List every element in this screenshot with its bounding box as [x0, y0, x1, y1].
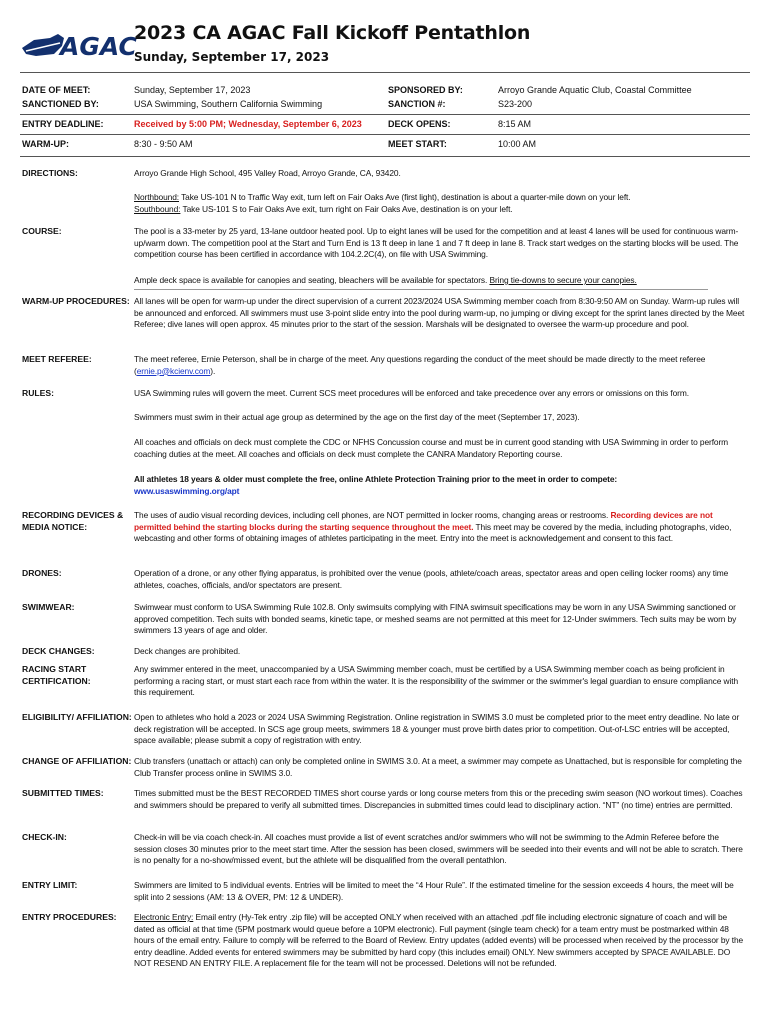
racing-start-label: RACING START CERTIFICATION:: [22, 664, 91, 686]
southbound-label: Southbound:: [134, 203, 181, 214]
directions-label: DIRECTIONS:: [22, 168, 78, 178]
directions-routes: [134, 192, 748, 215]
warmup-value: 8:30 - 9:50 AM: [134, 139, 193, 149]
course-canopies-text: Ample deck space is available for canopies and seating, bleachers will be available for spectators.: [134, 275, 490, 285]
logo-text: AGAC: [60, 32, 137, 61]
course-label: COURSE:: [22, 226, 62, 236]
deck-opens-label: DECK OPENS:: [388, 119, 451, 129]
agac-logo: [20, 24, 137, 64]
rules-text-1: USA Swimming rules will govern the meet. Current SCS meet procedures will be enforced and take precedence over any errors or omissions on this form.: [134, 388, 689, 398]
info-divider-1: [20, 114, 750, 115]
course-text: The pool is a 33-meter by 25 yard, 13-lane outdoor heated pool. Up to eight lanes will be used for the competition and at least 4 lanes will be used for continuous warm-up/warm down. The competition pool at the Start and Turn End is 13 ft deep in lane 1 and 7 ft deep in lane 8. Track start wedges on the starting blocks will be used. The competition course has been certified in accordance with 104.2.2C(4), on file with USA Swimming.: [134, 226, 739, 260]
recording-devices-warning: Recording devices are not permitted behind the starting blocks during the starting sequence throughout the meet.: [134, 510, 713, 532]
course-canopies-underlined: Bring tie-downs to secure your canopies.: [489, 275, 637, 285]
warmup-procedures-text: All lanes will be open for warm-up under the direct supervision of a current 2023/2024 USA Swimming member coach from 8:30-9:50 AM on Sunday. Warm-up rules will be announced and enforced. All swimmers must use 3-point slide entry into the pool during warm-up, no jumping or diving except for the sprint lanes directed by the Meet Referee; dive lanes will open approx. 45 minutes prior to the start of the session. Marshals will be designated to oversee the warm-up procedure and pool.: [134, 296, 745, 330]
sponsored-by-label: SPONSORED BY:: [388, 85, 463, 95]
deck-opens-value: 8:15 AM: [498, 119, 532, 129]
electronic-entry-label: Electronic Entry:: [134, 912, 194, 922]
recording-devices-text: The uses of audio visual recording devices, including cell phones, are NOT permitted in locker rooms, changing areas or restrooms. Recording devices are not permitted behind the starting blocks during the starting sequence throughout the meet. This meet may be covered by the media, including photographs, video, webcasting and other forms of obtaining images of athletes participating in the meet. Entry into the meet is acknowledgement and consent to this fact.: [134, 510, 732, 544]
meet-start-label: MEET START:: [388, 139, 447, 149]
meet-referee-text: The meet referee, Ernie Peterson, shall be in charge of the meet. Any questions regarding the conduct of the meet should be made directly to the meet referee (ernie.p@kcienv.com).: [134, 354, 706, 376]
change-affiliation-text: Club transfers (unattach or attach) can only be completed online in SWIMS 3.0. At a meet, a swimmer may compete as Unattached, but is responsible for completing the Club Transfer process online in SWIMS 3.0.: [134, 756, 742, 778]
page-subtitle: Sunday, September 17, 2023: [134, 50, 330, 64]
check-in-label: CHECK-IN:: [22, 832, 67, 842]
entry-limit-text: Swimmers are limited to 5 individual events. Entries will be limited to meet the “4 Hour Rule”. If the estimated timeline for the session exceeds 4 hours, the meet will be split into 2 sessions (AM: 13 & OVER, PM: 12 & UNDER).: [134, 880, 734, 902]
sanction-number-value: S23-200: [498, 99, 533, 109]
deck-changes-text: Deck changes are prohibited.: [134, 646, 241, 656]
page-title: 2023 CA AGAC Fall Kickoff Pentathlon: [134, 22, 531, 44]
swimwear-label: SWIMWEAR:: [22, 602, 75, 612]
sponsored-by-value: Arroyo Grande Aquatic Club, Coastal Committee: [498, 85, 692, 95]
eligibility-label: ELIGIBILITY/ AFFILIATION:: [22, 712, 132, 722]
meet-referee-label: MEET REFEREE:: [22, 354, 92, 364]
directions-text: Arroyo Grande High School, 495 Valley Road, Arroyo Grande, CA, 93420.: [134, 168, 401, 178]
warmup-label: WARM-UP:: [22, 139, 69, 149]
meet-start-value: 10:00 AM: [498, 139, 537, 149]
drones-text: Operation of a drone, or any other flying apparatus, is prohibited over the venue (pools, athlete/coach areas, spectator areas and open ceiling locker rooms) any time athletes, coaches, officials, and/or spectators are present.: [134, 568, 729, 590]
submitted-times-text: Times submitted must be the BEST RECORDED TIMES short course yards or long course meters from this or the preceding swim season (NO workout times). Coaches and swimmers should be prepared to verify all submitted times. Discrepancies in submitted times could lead to disciplinary action. “NT” (no time) entries are permitted.: [134, 788, 743, 810]
referee-email-link[interactable]: ernie.p@kcienv.com: [136, 365, 211, 376]
sanction-number-label: SANCTION #:: [388, 99, 446, 109]
rules-text-4: All athletes 18 years & older must complete the free, online Athlete Protection Training prior to the meet in order to compete: www.usaswimming.org/apt: [134, 474, 748, 497]
info-divider-3: [20, 156, 750, 157]
change-affiliation-label: CHANGE OF AFFILIATION:: [22, 756, 132, 766]
drones-label: DRONES:: [22, 568, 62, 578]
course-divider: [134, 289, 708, 290]
rules-text-2: Swimmers must swim in their actual age group as determined by the age on the first day of the meet (September 17, 2023).: [134, 412, 580, 422]
swimwear-text: Swimwear must conform to USA Swimming Rule 102.8. Only swimsuits complying with FINA swimsuit specifications may be worn in any USA Swimming sanctioned or approved competition. Tech suits with bonded seams, kinetic tape, or meshed seams are not permitted at this meet for 12-Under swimmers. Tech suits may be worn by swimmers 13 years of age and older.: [134, 602, 737, 636]
sanctioned-by-value: USA Swimming, Southern California Swimming: [134, 99, 323, 109]
southbound-text: Take US-101 S to Fair Oaks Ave exit, turn right on Fair Oaks Ave, destination is on your left.: [180, 203, 513, 214]
submitted-times-label: SUBMITTED TIMES:: [22, 788, 104, 798]
recording-devices-label: RECORDING DEVICES & MEDIA NOTICE:: [22, 510, 124, 532]
entry-deadline-value: Received by 5:00 PM; Wednesday, September 6, 2023: [134, 119, 362, 129]
entry-limit-label: ENTRY LIMIT:: [22, 880, 78, 890]
date-of-meet-label: DATE OF MEET:: [22, 85, 91, 95]
entry-deadline-label: ENTRY DEADLINE:: [22, 119, 104, 129]
deck-changes-label: DECK CHANGES:: [22, 646, 95, 656]
header-divider: [20, 72, 750, 73]
date-of-meet-value: Sunday, September 17, 2023: [134, 85, 251, 95]
course-canopies: [134, 275, 748, 287]
sanctioned-by-label: SANCTIONED BY:: [22, 99, 99, 109]
entry-procedures-text: Electronic Entry: Email entry (Hy-Tek entry .zip file) will be accepted ONLY when received with an attached .pdf file including electronic signature of coach and will be dated as official at that time (5PM postmark would queue before a 10PM electronic). Full payment (single team check) for a team entry must be postmarked within 48 hours of the email entry. Failure to comply will be referred to the Board of Review. Entry updates (added events) will be processed when received by the processor by the entry deadline. Added events for entered swimmers may be submitted by hard copy (this includes email) ONLY. New swimmers accepted by SPACE AVAILABLE. DO NOT RESEND AN ENTRY FILE. A replacement file for the team will not be processed. Deletions will not be refunded.: [134, 912, 744, 969]
entry-procedures-label: ENTRY PROCEDURES:: [22, 912, 117, 922]
warmup-procedures-label: WARM-UP PROCEDURES:: [22, 296, 130, 306]
check-in-text: Check-in will be via coach check-in. All coaches must provide a list of event scratches and/or swimmers who will not be swimming to the Admin Referee before the session closes 30 minutes prior to the meet start time. After the session has been closed, swimmers will be seeded into their events and will not be able to scratch. There is no penalty for a no-show/missed event, but the athlete will be disqualified from the overall pentathlon.: [134, 832, 743, 866]
rules-text-3: All coaches and officials on deck must complete the CDC or NFHS Concussion course and must be in current good standing with USA Swimming in order to perform coaching duties at the meet. All coaches and officials on deck must complete the CANRA Mandatory Reporting course.: [134, 437, 729, 459]
northbound-label: Northbound:: [134, 192, 179, 202]
northbound-text: Take US-101 N to Traffic Way exit, turn left on Fair Oaks Ave (first light), destination is about a quarter-mile down on your left.: [179, 192, 631, 202]
info-divider-2: [20, 134, 750, 135]
eligibility-text: Open to athletes who hold a 2023 or 2024 USA Swimming Registration. Online registration in SWIMS 3.0 must be completed prior to the meet entry deadline. No late or deck registration will be accepted. In SCS age group meets, swimmers 18 & younger must prove birth dates prior to competition. Out-of-LSC entries will be accepted, space available; please submit a copy of registration with entry.: [134, 712, 740, 746]
rules-label: RULES:: [22, 388, 54, 398]
apt-link[interactable]: www.usaswimming.org/apt: [134, 485, 240, 496]
racing-start-text: Any swimmer entered in the meet, unaccompanied by a USA Swimming member coach, must be certified by a USA Swimming member coach as being proficient in performing a racing start, or must start each race from within the water. It is the responsibility of the swimmer or the swimmer's legal guardian to ensure compliance with this requirement.: [134, 664, 739, 698]
